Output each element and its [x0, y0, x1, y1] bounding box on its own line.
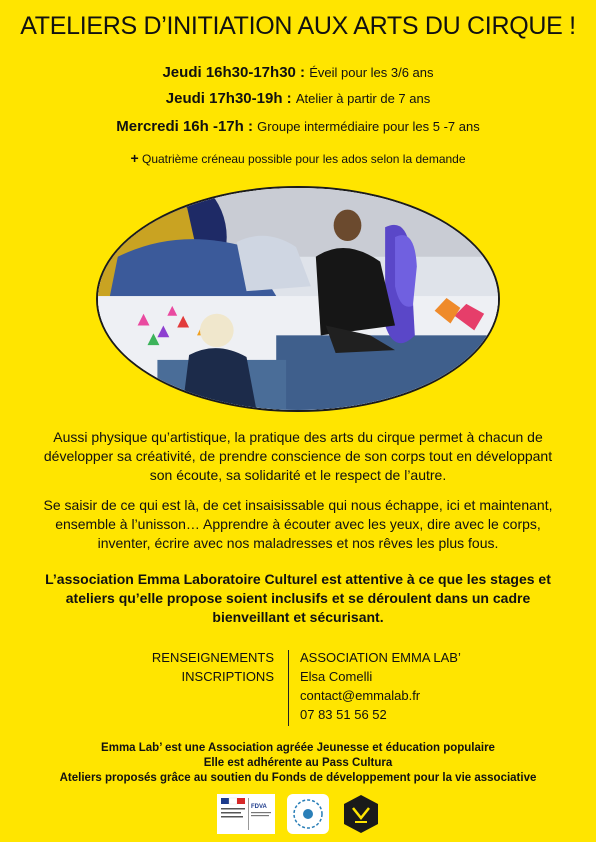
pass-cultura-logo — [287, 794, 329, 834]
schedule-desc: Atelier à partir de 7 ans — [295, 91, 431, 106]
inclusion-paragraph: L’association Emma Laboratoire Culturel est attentive à ce que les stages et ateliers qu’elle propose soient inclusifs et se déroulent dans un cadre bienveillant et sécurisant. — [45, 571, 551, 625]
schedule-day: Jeudi 16h30-17h30 — [162, 64, 296, 81]
schedule-day: Jeudi 17h30-19h — [165, 90, 283, 107]
schedule-line-thursday-early — [0, 64, 596, 81]
contact-phone[interactable]: 07 83 51 56 52 — [300, 707, 387, 722]
emma-lab-logo — [342, 794, 380, 834]
circus-workshop-photo — [96, 186, 500, 412]
intro-paragraph: Aussi physique qu’artistique, la pratique des arts du cirque permet à chacun de développer sa créativité, de prendre conscience de son corps tout en développant son écoute, sa solidarité et le respect de l’autre. — [43, 429, 553, 483]
label-inscriptions: INSCRIPTIONS — [181, 669, 274, 684]
poster-title: ATELIERS D’INITIATION AUX ARTS DU CIRQUE ! — [20, 12, 576, 40]
contact-email[interactable]: contact@emmalab.fr — [300, 688, 421, 703]
poetic-paragraph: Se saisir de ce qui est là, de cet insaisissable qui nous échappe, ici et maintenant, ensemble à l’unisson… Apprendre à écouter avec les yeux, dire avec le corps, inventer, écrire avec nos maladresses et nos rêves les plus fous. — [43, 497, 553, 551]
partner-logos — [0, 794, 596, 836]
footer-line-fdva: Ateliers proposés grâce au soutien du Fonds de développement pour la vie associative — [59, 772, 537, 784]
schedule-desc: Éveil pour les 3/6 ans — [309, 65, 434, 80]
schedule-line-wednesday — [0, 118, 596, 135]
footer-notes — [0, 741, 596, 786]
photo-illustration — [98, 188, 498, 410]
contact-name: Elsa Comelli — [300, 669, 373, 684]
contact-labels — [152, 648, 274, 686]
extra-slot-text: Quatrième créneau possible pour les ados selon la demande — [138, 152, 466, 166]
label-renseignements: RENSEIGNEMENTS — [151, 650, 274, 665]
schedule-separator: : — [295, 64, 310, 81]
schedule-desc: Groupe intermédiaire pour les 5 -7 ans — [257, 119, 480, 134]
schedule-separator: : — [243, 118, 258, 135]
contact-org: ASSOCIATION EMMA LAB’ — [300, 650, 461, 665]
footer-line-agreement: Emma Lab’ est une Association agréée Jeunesse et éducation populaire — [101, 742, 495, 754]
contact-divider — [288, 650, 289, 726]
plus-icon: + — [130, 150, 139, 166]
footer-line-pass: Elle est adhérente au Pass Cultura — [203, 757, 393, 769]
schedule-line-thursday-late — [0, 90, 596, 107]
contact-details — [300, 648, 461, 724]
schedule-separator: : — [282, 90, 296, 107]
fdva-logo-text: FDVA — [251, 804, 267, 810]
extra-slot-note — [0, 150, 596, 166]
schedule-day: Mercredi 16h -17h — [116, 118, 244, 135]
republique-fdva-logo — [217, 794, 275, 834]
